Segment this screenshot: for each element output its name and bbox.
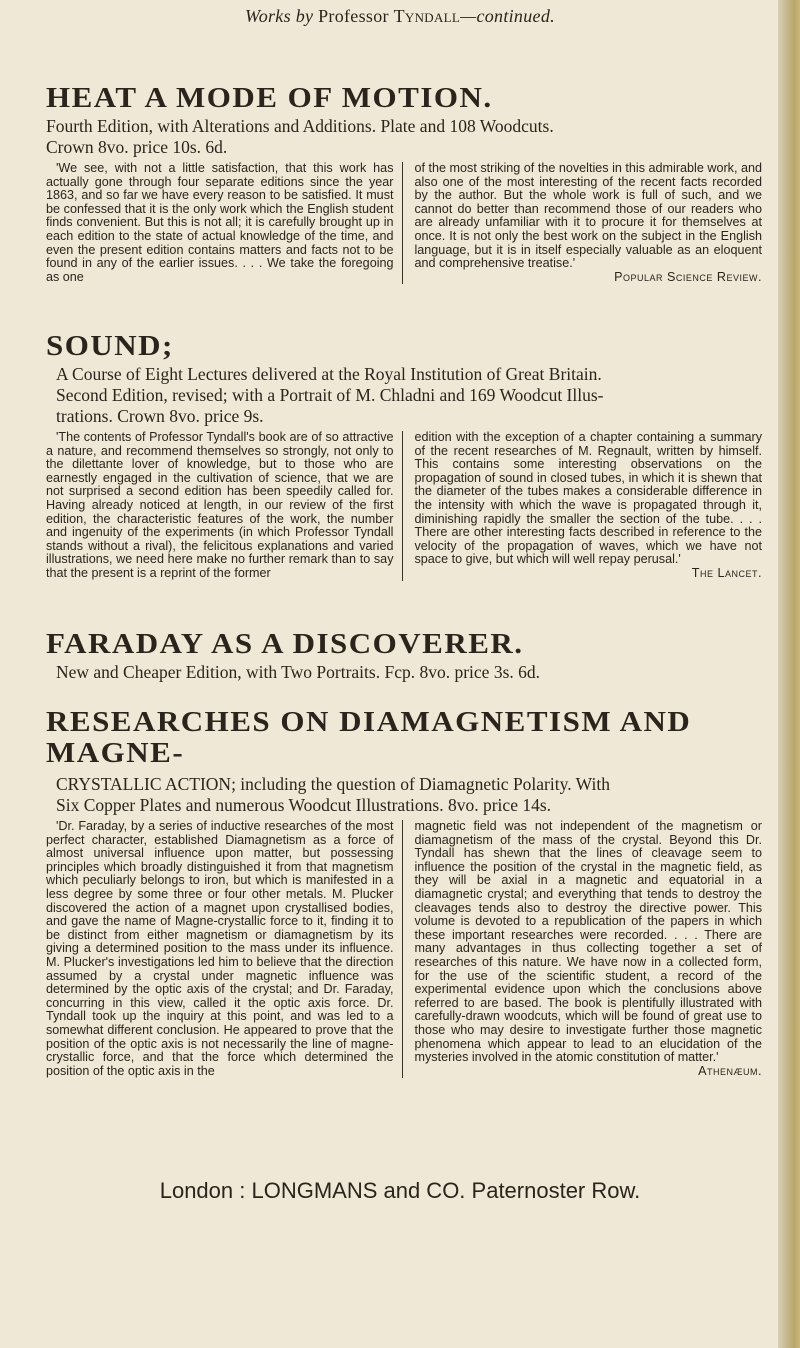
- researches-title: RESEARCHES ON DIAMAGNETISM AND MAGNE-: [46, 705, 692, 769]
- heat-edition: Fourth Edition, with Alterations and Additions. Plate and 108 Woodcuts.: [46, 116, 554, 136]
- heat-review-left-text: 'We see, with not a little satisfaction, that this work has actually gone through four separate editions since the year 1863, and so far we have every reason to be satisfied. It must be confessed that it is the only work which the English student finds convenient. But this is not all; it is carefully brought up in each edition to the state of actual knowledge of the time, and even the present edition contains matters and facts not to be found in any of the earlier issues. . . . We take the foregoing as one: [46, 161, 394, 284]
- researches-review: [46, 820, 762, 1078]
- heat-price: Crown 8vo. price 10s. 6d.: [46, 137, 228, 157]
- running-head: [0, 6, 800, 27]
- sound-price: trations. Crown 8vo. price 9s.: [56, 406, 264, 426]
- sound-review-right-column: [413, 431, 763, 581]
- page-edge-shadow: [778, 0, 800, 1348]
- researches-price: Six Copper Plates and numerous Woodcut Illustrations. 8vo. price 14s.: [56, 795, 552, 815]
- researches-review-source: Athenæum.: [698, 1063, 762, 1078]
- running-head-prefix: Works by: [245, 6, 314, 26]
- sound-description: A Course of Eight Lectures delivered at the Royal Institution of Great Britain.: [56, 364, 602, 384]
- heat-review-right-text: of the most striking of the novelties in this admirable work, and also one of the most interesting of the recent facts recorded by the author. But the whole work is full of such, and we cannot do better than recommend those of our readers who are already unfamiliar with it to procure it for themselves at once. It is not only the best work on the subject in the English language, but it is in itself especially valuable as an eloquent and comprehensive treatise.': [414, 161, 762, 271]
- researches-review-right-text: magnetic field was not independent of the magnetism or diamagnetism of the mass of the crystal. Beyond this Dr. Tyndall has shewn that the lines of cleavage seem to influence the position of the crystal in the magnetic field, as they will be axial in a magnetic and equatorial in a diamagnetic crystal; and everything that tends to destroy the cleavages tends also to destroy the directive power. This volume is devoted to a republication of the papers in which these important researches were recorded. . . . There are many advantages in thus collecting together a set of researches of this nature. We have now in a collected form, for the use of the scientific student, a record of the experimental evidence upon which the conclusions above referred to are based. The book is plentifully illustrated with carefully-drawn woodcuts, which will be found of great use to those who may desire to investigate further those magnetic phenomena which appear to lead to an elucidation of the mysteries involved in the atomic constitution of matter.': [414, 819, 762, 1065]
- heat-review: [46, 162, 762, 284]
- researches-description: CRYSTALLIC ACTION; including the question of Diamagnetic Polarity. With: [56, 774, 610, 794]
- sound-review: [46, 431, 762, 581]
- sound-section: [46, 330, 762, 581]
- running-head-author-label: Professor: [318, 6, 389, 26]
- sound-review-right-text: edition with the exception of a chapter containing a summary of the recent researches of M. Regnault, written by himself. This contains some interesting observations on the propagation of sound in closed tubes, in which it is shewn that the diameter of the tubes makes a considerable difference in the intensity with which the wave is propagated through it, diminishing rapidly the smaller the section of the tube. . . . There are other interesting facts described in reference to the velocity of the propagation of waves, which we have not space to give, but which will well repay perusal.': [414, 430, 762, 567]
- faraday-section: [46, 628, 762, 683]
- sound-review-source: The Lancet.: [691, 565, 762, 580]
- faraday-title: FARADAY AS A DISCOVERER.: [46, 627, 524, 660]
- sound-title: SOUND;: [46, 329, 174, 362]
- sound-review-left-column: [46, 431, 403, 581]
- publisher-imprint: London : LONGMANS and CO. Paternoster Row.: [159, 1178, 641, 1203]
- heat-title: HEAT A MODE OF MOTION.: [46, 81, 493, 114]
- sound-edition: Second Edition, revised; with a Portrait of M. Chladni and 169 Woodcut Illus-: [56, 385, 604, 405]
- heat-review-source: Popular Science Review.: [614, 269, 762, 284]
- researches-review-left-text: 'Dr. Faraday, by a series of inductive researches of the most perfect character, established Diamagnetism as a force of almost universal influence upon matter, but possessing principles which broadly distinguished it from that magnetism which peculiarly belongs to iron, but which is manifested in a less degree by some three or four other metals. M. Plucker discovered the action of a magnet upon crystallised bodies, and gave the name of Magne-crystallic force to it, finding it to be distinct from either magnetism or diamagnetism by its giving a determined position to the mass under its influence. M. Plucker's investigations led him to believe that the direction assumed by a crystal under magnetic influence was determined by the optic axis of the crystal; and Dr. Faraday, concurring in this view, called it the optic axis force. Dr. Tyndall took up the inquiry at this point, and was led to a somewhat different conclusion. He appeared to prove that the position of the optic axis is not necessarily the line of magne-crystallic force, and that the force which determined the position of the optic axis in the: [46, 819, 394, 1078]
- running-head-suffix: —continued.: [460, 6, 555, 26]
- heat-review-right-column: [413, 162, 763, 284]
- running-head-author: Tyndall: [393, 6, 461, 26]
- heat-section: [46, 82, 762, 284]
- researches-section: [46, 706, 762, 1078]
- faraday-edition: New and Cheaper Edition, with Two Portraits. Fcp. 8vo. price 3s. 6d.: [56, 662, 541, 682]
- researches-review-left-column: [46, 820, 403, 1078]
- heat-review-left-column: [46, 162, 403, 284]
- researches-review-right-column: [413, 820, 763, 1078]
- sound-review-left-text: 'The contents of Professor Tyndall's book are of so attractive a nature, and recommend themselves so strongly, not only to the dilettante lover of knowledge, but to those who are earnestly engaged in the cultivation of science, that we are not surprised a second edition has been speedily called for. Having already noticed at length, in our review of the first edition, the characteristic features of the work, the number and ingenuity of the experiments (in which Professor Tyndall stands without a rival), the felicitous explanations and varied illustrations, we need here make no further remark than to say that the present is a reprint of the former: [46, 430, 394, 580]
